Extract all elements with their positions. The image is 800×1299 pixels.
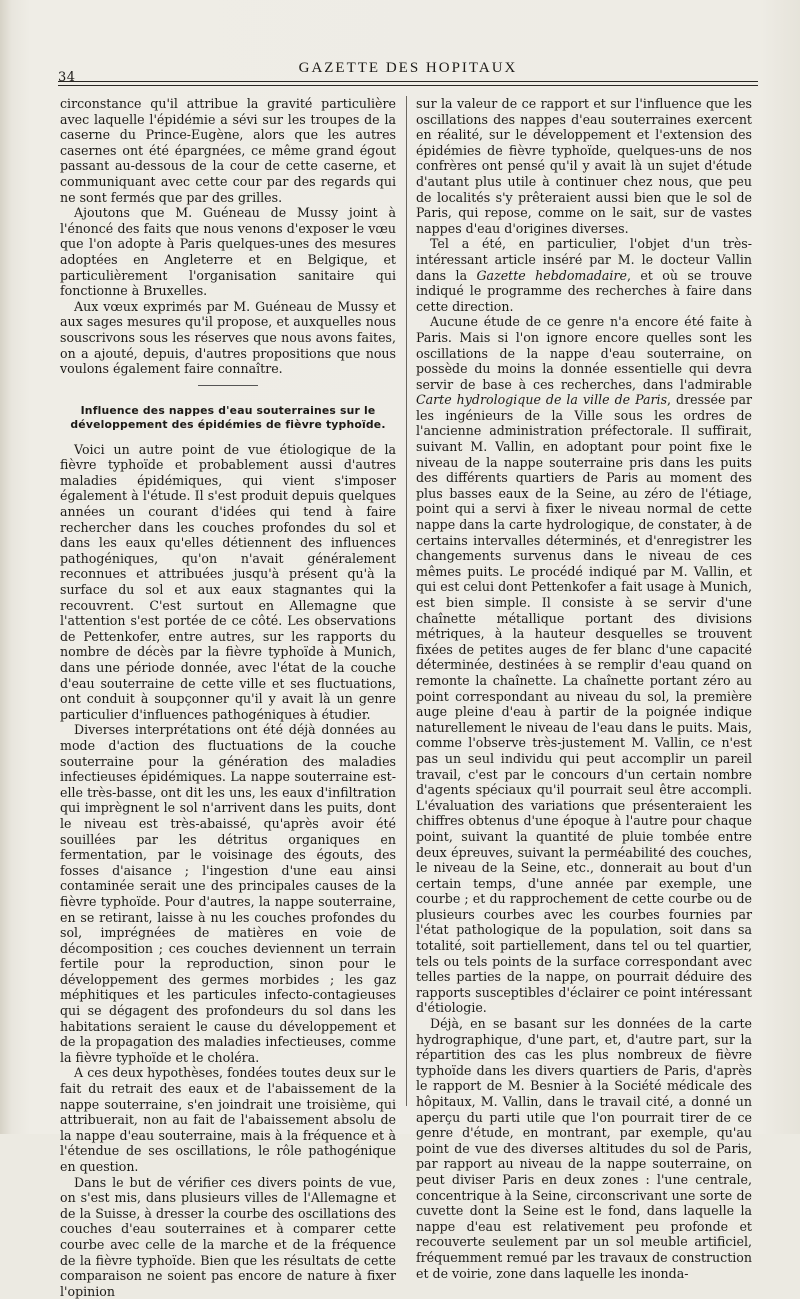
paragraph: Ajoutons que M. Guéneau de Mussy joint à l'énoncé des faits que nous venons d'exposer le vœu que l'on adopte à Paris quelques-unes des mesures adoptées en Angleterre et en Belgique, et particulièrement l'organisation sanitaire qui fonctionne à Bruxelles. — [60, 205, 396, 299]
paragraph — [416, 314, 752, 1016]
paragraph: Dans le but de vérifier ces divers points de vue, on s'est mis, dans plusieurs villes de l'Allemagne et de la Suisse, à dresser la courbe des oscillations des couches d'eau souterraines et à comparer cette courbe avec celle de la marche et de la fréquence de la fièvre typhoïde. Bien que les résultats de cette comparaison ne soient pas encore de nature à fixer l'opinion — [60, 1174, 396, 1299]
paragraph: Aux vœux exprimés par M. Guéneau de Mussy et aux sages mesures qu'il propose, et auxquelles nous souscrivons sous les réserves que nous avons faites, on a ajouté, depuis, d'autres propositions que nous voulons également faire connaître. — [60, 298, 396, 377]
section-divider — [198, 385, 258, 386]
header-rule-top — [58, 81, 758, 82]
paragraph: sur la valeur de ce rapport et sur l'influence que les oscillations des nappes d'eau souterraines exercent en réalité, sur le développement et l'extension des épidémies de fièvre typhoïde, quelques-uns de nos confrères ont pensé qu'il y avait là un sujet d'étude d'autant plus utile à continuer chez nous, que peu de localités s'y prêteraient aussi bien que le sol de Paris, qui repose, comme on le sait, sur de vastes nappes d'eau d'origines diverses. — [416, 96, 752, 236]
page-number: 34 — [58, 70, 76, 85]
paragraph — [416, 236, 752, 314]
text-run: , et où se trouve indiqué le programme des recherches à faire dans cette direction. — [416, 267, 753, 314]
left-column — [60, 96, 396, 1299]
text-run: , dressée par les ingénieurs de la Ville sous les ordres de l'ancienne administration préfectorale. Il suffirait, suivant M. Vallin, en adoptant pour point fixe le niveau de la nappe souterraine pris dans les puits des différents quartiers de Paris au moment des plus basses eaux de la Seine, au zéro de l'étiage, point qui a servi à fixer le niveau normal de cette nappe dans la carte hydrologique, de constater, à de certains intervalles déterminés, et d'enregistrer les changements survenus dans le niveau de ces mêmes puits. Le procédé indiqué par M. Vallin, et qui est celui dont Pettenkofer a fait usage à Munich, est bien simple. Il consiste à se servir d'une chaînette métallique portant des divisions métriques, à la hauteur desquelles se trouvent fixées de petites auges de fer blanc d'une capacité déterminée, destinées à se remplir d'eau quand on remonte la chaînette. La chaînette portant zéro au point correspondant au niveau du sol, la première auge pleine d'eau à partir de la poignée indique naturellement le niveau de l'eau dans le puits. Mais, comme l'observe très-justement M. Vallin, ce n'est pas un seul individu qui peut accomplir un pareil travail, c'est par le concours d'un certain nombre d'agents spéciaux qu'il pourrait seul être accompli. L'évaluation des variations que présenteraient les chiffres obtenus d'une époque à l'autre pour chaque point, suivant la quantité de pluie tombée entre deux épreuves, suivant la perméabilité des couches, le niveau de la Seine, etc., donnerait au bout d'un certain temps, d'une année par exemple, une courbe ; et du rapprochement de cette courbe ou de plusieurs courbes avec les courbes fournies par l'état pathologique de la population, soit dans sa totalité, soit partiellement, dans tel ou tel quartier, tels ou tels points de la surface correspondant avec telles parties de la nappe, on pourrait déduire des rapports susceptibles d'éclairer ce point intéressant d'étiologie. — [416, 392, 753, 1016]
right-column — [416, 96, 753, 1281]
column-divider — [406, 96, 407, 1106]
journal-reference: Gazette hebdomadaire — [476, 267, 627, 283]
header-rule-bottom — [58, 85, 758, 86]
paragraph: A ces deux hypothèses, fondées toutes deux sur le fait du retrait des eaux et de l'abaissement de la nappe souterraine, s'en joindrait une troisième, qui attribuerait, non au fait de l'abaissement absolu de la nappe d'eau souterraine, mais à la fréquence et à l'étendue de ses oscillations, le rôle pathogénique en question. — [60, 1065, 396, 1174]
section-heading: Influence des nappes d'eau souterraines sur le développement des épidémies de fièvre typhoïde. — [70, 403, 386, 431]
text-run: Aucune étude de ce genre n'a encore été faite à Paris. Mais si l'on ignore encore quelles sont les oscillations de la nappe d'eau souterraine, on possède du moins la donnée essentielle qui devra servir de base à ces recherches, dans l'admirable — [416, 314, 752, 392]
journal-title: GAZETTE DES HOPITAUX — [298, 60, 518, 76]
map-reference: Carte hydrologique de la ville de Paris — [416, 392, 668, 408]
paragraph: Déjà, en se basant sur les données de la carte hydrographique, d'une part, et, d'autre part, sur la répartition des cas les plus nombreux de fièvre typhoïde dans les divers quartiers de Paris, d'après le rapport de M. Besnier à la Société médicale des hôpitaux, M. Vallin, dans le travail cité, a donné un aperçu du parti utile que l'on pourrait tirer de ce genre d'étude, en montrant, par exemple, qu'au point de vue des diverses altitudes du sol de Paris, par rapport au niveau de la nappe souterraine, on peut diviser Paris en deux zones : l'une centrale, concentrique à la Seine, circonscrivant une sorte de cuvette dont la Seine est le fond, dans laquelle la nappe d'eau est relativement peu profonde et recouverte seulement par un sol meuble artificiel, fréquemment remué par les travaux de construction et de voirie, zone dans laquelle les inonda- — [416, 1016, 752, 1281]
paragraph: Diverses interprétations ont été déjà données au mode d'action des fluctuations de la couche souterraine pour la génération des maladies infectieuses épidémiques. La nappe souterraine est-elle très-basse, ont dit les uns, les eaux d'infiltration qui imprègnent le sol n'arrivent dans les puits, dont le niveau est très-abaissé, qu'après avoir été souillées par les détritus organiques en fermentation, par le voisinage des égouts, des fosses d'aisance ; l'ingestion d'une eau ainsi contaminée serait une des principales causes de la fièvre typhoïde. Pour d'autres, la nappe souterraine, en se retirant, laisse à nu les couches profondes du sol, imprégnées de matières en voie de décomposition ; ces couches deviennent un terrain fertile pour la reproduction, sinon pour le développement des germes morbides ; les gaz méphitiques et les particules infecto-contagieuses qui se dégagent des profondeurs du sol dans les habitations seraient le cause du développement et de la propagation des maladies infectieuses, comme la fièvre typhoïde et le choléra. — [60, 722, 396, 1065]
page-header — [58, 58, 758, 88]
paragraph: Voici un autre point de vue étiologique de la fièvre typhoïde et probablement aussi d'autres maladies épidémiques, qui vient s'imposer également à l'étude. Il s'est produit depuis quelques années un courant d'idées qui tend à faire rechercher dans les couches profondes du sol et dans les eaux qu'elles détiennent des influences pathogéniques, qu'on n'avait généralement reconnues et attribuées jusqu'à présent qu'à la surface du sol et aux eaux stagnantes qui la recouvrent. C'est surtout en Allemagne que l'attention s'est portée de ce côté. Les observations de Pettenkofer, entre autres, sur les rapports du nombre de décès par la fièvre typhoïde à Munich, dans une période donnée, avec l'état de la couche d'eau souterraine de cette ville et ses fluctuations, ont conduit à soupçonner qu'il y avait là un genre particulier d'influences pathogéniques à étudier. — [60, 441, 396, 722]
page-binding — [0, 0, 12, 1134]
text-run: Tel a été, en particulier, l'objet d'un très-intéressant article inséré par M. le docteur Vallin dans la — [416, 236, 752, 283]
paragraph: circonstance qu'il attribue la gravité particulière avec laquelle l'épidémie a sévi sur les troupes de la caserne du Prince-Eugène, alors que les autres casernes ont été épargnées, ce même grand égout passant au-dessous de la cour de cette caserne, et communiquant avec cette cour par des regards qui ne sont fermés que par des grilles. — [60, 96, 396, 205]
